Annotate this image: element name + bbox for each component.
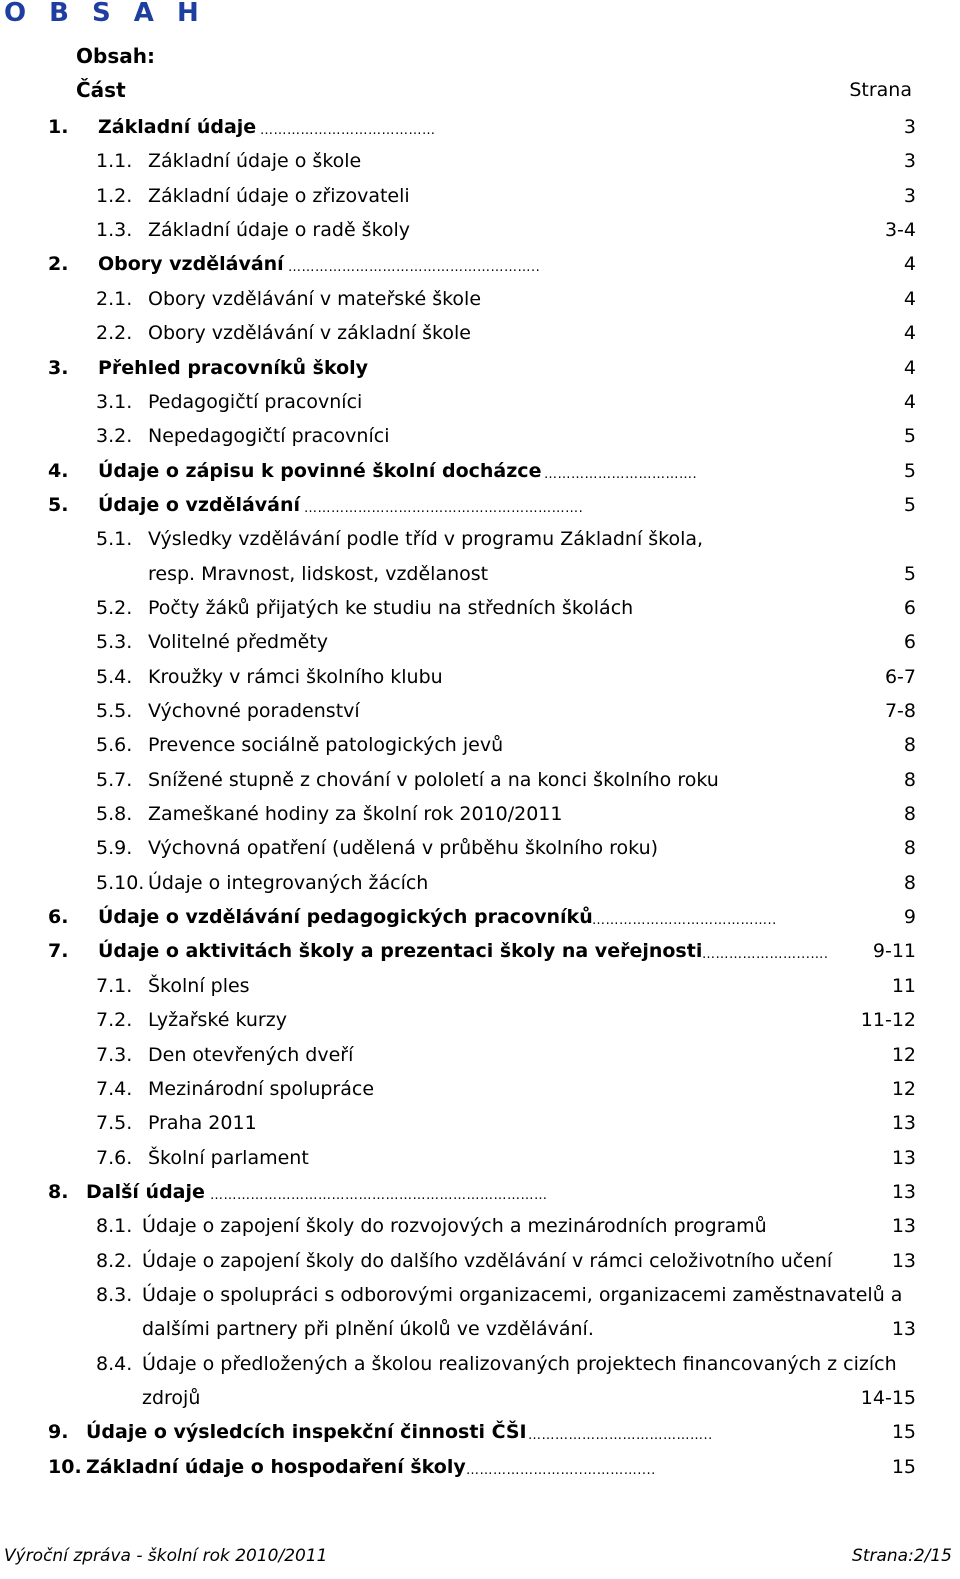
toc-entry-title: Základní údaje o škole	[148, 150, 362, 173]
toc-entry-page: 13	[891, 1112, 916, 1135]
toc-entry-number: 5.6.	[96, 734, 133, 757]
toc-entry-title: Mezinárodní spolupráce	[148, 1077, 375, 1100]
toc-entry-number: 1.	[48, 116, 69, 138]
toc-entry-page: 13	[891, 1249, 916, 1272]
part-column-header: Část	[76, 78, 126, 102]
toc-entry-title: Základní údaje	[98, 116, 257, 138]
toc-entry-number: 7.6.	[96, 1146, 133, 1169]
toc-entry[interactable]	[0, 1282, 960, 1314]
toc-entry[interactable]	[0, 1419, 960, 1451]
toc-entry-page: 12	[891, 1043, 916, 1066]
toc-entry-number: 9.	[48, 1421, 69, 1444]
toc-entry-title: Údaje o integrovaných žácích	[148, 871, 429, 894]
toc-entry-title: Přehled pracovníků školy	[98, 356, 369, 379]
toc-entry-number: 8.3.	[96, 1283, 133, 1306]
contents-label: Obsah:	[76, 44, 155, 68]
toc-entry-page: 3	[903, 184, 916, 207]
toc-entry-page: 13	[891, 1180, 916, 1203]
toc-entry-title: Údaje o vzdělávání	[98, 493, 301, 516]
toc-entry-number: 5.8.	[96, 803, 133, 825]
toc-entry-title: Den otevřených dveří	[148, 1043, 354, 1066]
toc-entry-page: 8	[903, 803, 916, 825]
toc-entry[interactable]	[0, 629, 960, 661]
toc-entry-number: 5.2.	[96, 596, 133, 619]
toc-entry-title: Výchovné poradenství	[148, 700, 360, 722]
toc-entry-title: Údaje o výsledcích inspekční činnosti ČŠI	[86, 1421, 527, 1444]
toc-entry-title: Údaje o spolupráci s odborovými organizacemi, organizacemi zaměstnavatelů a	[142, 1283, 903, 1306]
toc-entry[interactable]	[0, 1110, 960, 1142]
toc-entry[interactable]	[0, 389, 960, 421]
toc-entry-page: 3-4	[884, 219, 916, 242]
toc-entry-title: Školní parlament	[148, 1146, 309, 1169]
toc-entry-title: zdrojů	[142, 1387, 201, 1409]
toc-entry[interactable]	[0, 1179, 960, 1211]
toc-entry-title: Praha 2011	[148, 1112, 257, 1135]
toc-entry-page: 5	[903, 459, 916, 482]
toc-entry-page: 4	[903, 356, 916, 379]
toc-entry-title: Údaje o zapojení školy do dalšího vzdělávání v rámci celoživotního učení	[142, 1249, 833, 1272]
toc-entry-page: 5	[903, 493, 916, 516]
toc-entry-page: 13	[891, 1215, 916, 1238]
toc-entry[interactable]	[0, 835, 960, 867]
toc-entry-page: 15	[891, 1421, 916, 1444]
toc-entry-number: 1.2.	[96, 184, 133, 207]
toc-entry-number: 5.	[48, 493, 69, 516]
toc-entry-page: 9	[903, 906, 916, 929]
toc-entry-number: 2.2.	[96, 322, 133, 345]
toc-entry-page: 11-12	[860, 1009, 916, 1032]
toc-entry-number: 3.1.	[96, 390, 133, 413]
toc-entry[interactable]	[0, 114, 960, 146]
toc-entry-number: 5.7.	[96, 768, 133, 791]
toc-entry[interactable]	[0, 938, 960, 970]
toc-entry[interactable]	[0, 1316, 960, 1348]
toc-entry-title: Obory vzdělávání v mateřské škole	[148, 287, 482, 310]
toc-entry[interactable]	[0, 1213, 960, 1245]
toc-dot-leader: ……………………….…………………………….	[304, 500, 584, 516]
toc-entry-page: 9-11	[872, 940, 916, 963]
toc-entry[interactable]	[0, 732, 960, 764]
toc-entry-page: 3	[903, 150, 916, 173]
toc-entry[interactable]	[0, 1351, 960, 1383]
toc-entry-number: 5.3.	[96, 631, 133, 654]
toc-entry-page: 12	[891, 1077, 916, 1100]
toc-entry-page: 6	[903, 596, 916, 619]
toc-entry[interactable]	[0, 1042, 960, 1074]
toc-entry[interactable]	[0, 217, 960, 249]
toc-entry-title: Základní údaje o radě školy	[148, 219, 411, 242]
toc-entry-title: Nepedagogičtí pracovníci	[148, 425, 390, 448]
footer-report-title: Výroční zpráva - školní rok 2010/2011	[4, 1546, 328, 1566]
toc-entry-page: 6	[903, 631, 916, 654]
toc-entry[interactable]	[0, 355, 960, 387]
toc-dot-leader: …………………………….	[544, 466, 698, 482]
toc-entry-number: 1.3.	[96, 219, 133, 242]
toc-entry-number: 8.1.	[96, 1215, 133, 1238]
page-column-header: Strana	[849, 79, 912, 101]
toc-entry-number: 4.	[48, 459, 69, 482]
toc-entry-number: 7.3.	[96, 1043, 133, 1066]
toc-entry-number: 5.9.	[96, 837, 133, 860]
toc-entry-number: 6.	[48, 906, 69, 929]
toc-entry-number: 2.1.	[96, 287, 133, 310]
toc-entry-number: 8.2.	[96, 1249, 133, 1272]
toc-entry[interactable]	[0, 251, 960, 283]
toc-entry-page: 4	[903, 253, 916, 276]
toc-entry-number: 3.	[48, 356, 69, 379]
toc-entry-page: 14-15	[860, 1387, 916, 1409]
toc-entry-number: 7.1.	[96, 974, 133, 997]
toc-entry-title: resp. Mravnost, lidskost, vzdělanost	[148, 562, 489, 585]
toc-entry[interactable]	[0, 1007, 960, 1039]
toc-entry[interactable]	[0, 801, 960, 833]
toc-entry-page: 8	[903, 768, 916, 791]
toc-entry[interactable]	[0, 183, 960, 215]
toc-entry-title: Obory vzdělávání	[98, 253, 284, 276]
toc-entry[interactable]	[0, 767, 960, 799]
toc-dot-leader: …………………………………..	[528, 1428, 713, 1444]
toc-entry-title: Výsledky vzdělávání podle tříd v programu Základní škola,	[148, 528, 704, 551]
toc-entry-page: 11	[891, 974, 916, 997]
toc-entry-number: 5.1.	[96, 528, 133, 551]
toc-entry[interactable]	[0, 561, 960, 593]
footer-page-number: Strana:2/15	[852, 1546, 952, 1566]
toc-entry[interactable]	[0, 1248, 960, 1280]
toc-dot-leader: …………………...….	[702, 947, 829, 963]
toc-entry[interactable]	[0, 286, 960, 318]
toc-entry-page: 13	[891, 1318, 916, 1341]
toc-entry-number: 3.2.	[96, 425, 133, 448]
toc-entry-page: 4	[903, 390, 916, 413]
toc-entry[interactable]	[0, 458, 960, 490]
toc-entry-title: Lyžařské kurzy	[148, 1009, 287, 1032]
toc-entry-page: 8	[903, 734, 916, 757]
toc-entry-title: Výchovná opatření (udělená v průběhu školního roku)	[148, 837, 659, 860]
toc-entry-title: Údaje o zápisu k povinné školní docházce	[98, 459, 542, 482]
toc-entry-number: 5.4.	[96, 665, 133, 688]
toc-entry[interactable]	[0, 1076, 960, 1108]
toc-entry[interactable]	[0, 904, 960, 936]
toc-entry-number: 7.	[48, 940, 69, 963]
toc-entry-title: Základní údaje o zřizovateli	[148, 184, 410, 207]
toc-dot-leader: ……………………..…………....	[466, 1462, 656, 1478]
toc-entry[interactable]	[0, 698, 960, 730]
toc-entry-title: dalšími partnery při plnění úkolů ve vzdělávání.	[142, 1318, 594, 1341]
toc-entry-page: 5	[903, 425, 916, 448]
toc-dot-leader: …………………………………..	[592, 913, 777, 929]
toc-entry-title: Zameškané hodiny za školní rok 2010/2011	[148, 803, 563, 825]
toc-entry-number: 10.	[48, 1455, 82, 1478]
toc-entry-number: 5.5.	[96, 700, 133, 722]
toc-dot-leader: ………………………………………………..	[288, 260, 541, 276]
toc-entry-title: Základní údaje o hospodaření školy	[86, 1455, 466, 1478]
toc-entry-page: 7-8	[884, 700, 916, 722]
toc-entry-number: 7.5.	[96, 1112, 133, 1135]
toc-entry-title: Školní ples	[148, 974, 250, 997]
toc-entry-page: 15	[891, 1455, 916, 1478]
toc-entry-title: Pedagogičtí pracovníci	[148, 390, 363, 413]
toc-entry[interactable]	[0, 1385, 960, 1417]
toc-entry-page: 3	[903, 116, 916, 138]
toc-entry-page: 13	[891, 1146, 916, 1169]
toc-entry-title: Kroužky v rámci školního klubu	[148, 665, 443, 688]
toc-entry[interactable]	[0, 870, 960, 902]
toc-entry[interactable]	[0, 320, 960, 352]
toc-dot-leader: …………………………………	[260, 123, 436, 138]
toc-dot-leader: …………………………………………………………………	[210, 1187, 548, 1203]
toc-entry-number: 1.1.	[96, 150, 133, 173]
toc-entry-number: 7.4.	[96, 1077, 133, 1100]
toc-entry-page: 6-7	[884, 665, 916, 688]
toc-entry[interactable]	[0, 1145, 960, 1177]
toc-entry-title: Další údaje	[86, 1180, 205, 1203]
toc-entry-number: 8.4.	[96, 1352, 133, 1375]
toc-entry-title: Údaje o aktivitách školy a prezentaci školy na veřejnosti	[98, 940, 703, 963]
toc-entry-page: 8	[903, 837, 916, 860]
toc-entry-number: 8.	[48, 1180, 69, 1203]
toc-entry-title: Údaje o předložených a školou realizovaných projektech financovaných z cizích	[142, 1352, 897, 1375]
toc-entry-page: 4	[903, 322, 916, 345]
toc-entry[interactable]	[0, 423, 960, 455]
toc-entry-title: Údaje o vzdělávání pedagogických pracovníků	[98, 906, 593, 929]
toc-entry-title: Volitelné předměty	[148, 631, 328, 654]
toc-entry[interactable]	[0, 526, 960, 558]
toc-entry-page: 8	[903, 871, 916, 894]
toc-entry-page: 5	[903, 562, 916, 585]
toc-entry-number: 7.2.	[96, 1009, 133, 1032]
toc-entry-number: 2.	[48, 253, 69, 276]
toc-entry-page: 4	[903, 287, 916, 310]
toc-entry-title: Údaje o zapojení školy do rozvojových a mezinárodních programů	[142, 1215, 767, 1238]
toc-entry[interactable]	[0, 595, 960, 627]
toc-entry-title: Obory vzdělávání v základní škole	[148, 322, 471, 345]
toc-entry-number: 5.10.	[96, 871, 145, 894]
toc-entry-title: Snížené stupně z chování v pololetí a na konci školního roku	[148, 768, 719, 791]
toc-entry[interactable]	[0, 1454, 960, 1486]
toc-entry[interactable]	[0, 664, 960, 696]
toc-entry-title: Prevence sociálně patologických jevů	[148, 734, 504, 757]
toc-entry[interactable]	[0, 148, 960, 180]
toc-entry-title: Počty žáků přijatých ke studiu na středních školách	[148, 596, 634, 619]
page-heading: O B S A H	[4, 0, 206, 28]
toc-entry[interactable]	[0, 973, 960, 1005]
toc-entry[interactable]	[0, 492, 960, 524]
